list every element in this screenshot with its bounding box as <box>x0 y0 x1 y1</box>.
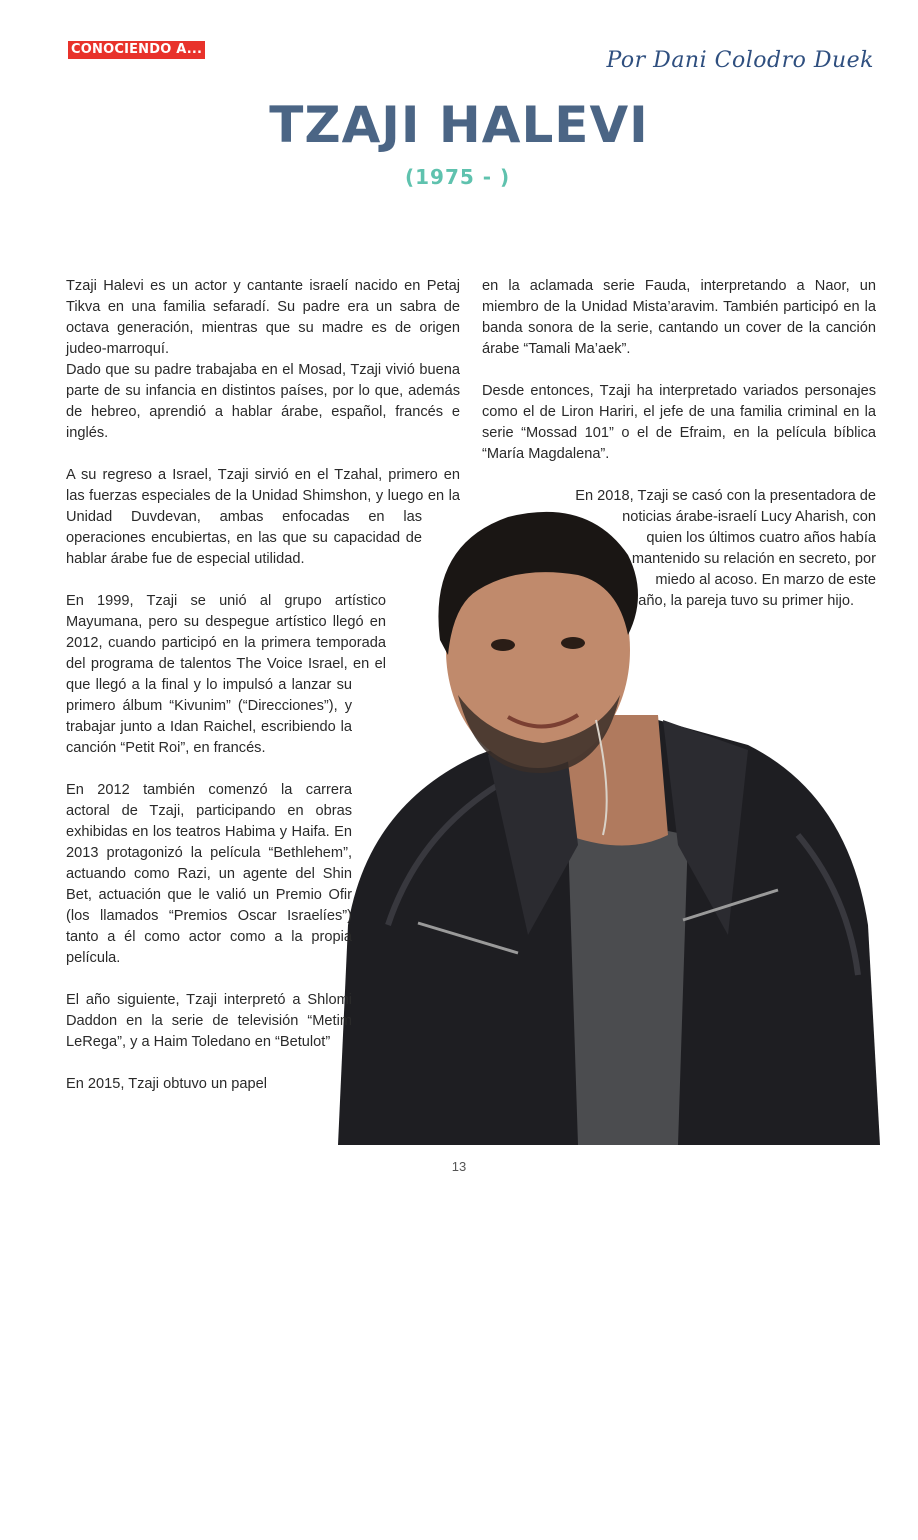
right-column <box>482 276 876 486</box>
life-years: (1975 - ) <box>405 165 511 189</box>
text-line: quien los últimos cuatro años había <box>646 530 876 546</box>
right-column-tail <box>540 486 876 612</box>
paragraph: El año siguiente, Tzaji interpretó a Shlomi Daddon en la serie de televisión “Metim LeRega”, y a Haim Toledano en “Betulot” <box>66 992 352 1050</box>
paragraph: En 1999, Tzaji se unió al grupo artístico Mayumana, pero su despegue artístico llegó en 2012, cuando participó en la primera temporada del programa de talentos The Voice Israel, en el que llegó a la final y lo impulsó a lanzar su primero álbum “Kivunim” (“Direcciones”), y trabajar junto a Idan Raichel, escribiendo la canción “Petit Roi”, en francés. <box>66 593 386 756</box>
paragraph: En 2015, Tzaji obtuvo un papel <box>66 1076 267 1092</box>
left-column <box>66 276 460 1540</box>
article-title: TZAJI HALEVI <box>269 96 649 154</box>
section-tag: CONOCIENDO A... <box>68 41 205 59</box>
page-number: 13 <box>451 1159 467 1174</box>
tshirt-shape <box>568 823 688 1145</box>
text-line: miedo al acoso. En marzo de este <box>655 572 876 588</box>
author-byline: Por Dani Colodro Duek <box>606 48 874 73</box>
text-line: noticias árabe-israelí Lucy Aharish, con <box>622 509 876 525</box>
paragraph: A su regreso a Israel, Tzaji sirvió en el Tzahal, primero en las fuerzas especiales de la Unidad Shimshon, y luego en la Unidad Duvdevan, ambas enfocadas en las operaciones encubiertas, en las que su capacidad de hablar árabe fue de especial utilidad. <box>66 467 460 567</box>
paragraph: en la aclamada serie Fauda, interpretando a Naor, un miembro de la Unidad Mista’aravim. También participó en la banda sonora de la serie, cantando un cover de la canción árabe “Tamali Ma’aek”. <box>482 278 876 357</box>
text-line: mantenido su relación en secreto, por <box>631 551 876 567</box>
paragraph: Dado que su padre trabajaba en el Mosad, Tzaji vivió buena parte de su infancia en distintos países, por lo que, además de hebreo, aprendió a hablar árabe, español, francés e inglés. <box>66 362 460 441</box>
text-line: En 2018, Tzaji se casó con la presentadora de <box>575 488 876 504</box>
paragraph: Tzaji Halevi es un actor y cantante israelí nacido en Petaj Tikva en una familia sefaradí. Su padre era un sabra de octava generación, mientras que su madre es de origen judeo-marroquí. <box>66 278 460 357</box>
paragraph: Desde entonces, Tzaji ha interpretado variados personajes como el de Liron Hariri, el jefe de una familia criminal en la serie “Mossad 101” o el de Efraim, en la película bíblica “María Magdalena”. <box>482 383 876 462</box>
text-line: año, la pareja tuvo su primer hijo. <box>638 593 854 609</box>
paragraph: En 2012 también comenzó la carrera actoral de Tzaji, participando en obras exhibidas en los teatros Habima y Haifa. En 2013 protagonizó la película “Bethlehem”, actuando como Razi, un agente del Shin Bet, actuación que le valió un Premio Ofir (los llamados “Premios Oscar Israelíes”) tanto a él como actor como a la propia película. <box>66 782 352 966</box>
